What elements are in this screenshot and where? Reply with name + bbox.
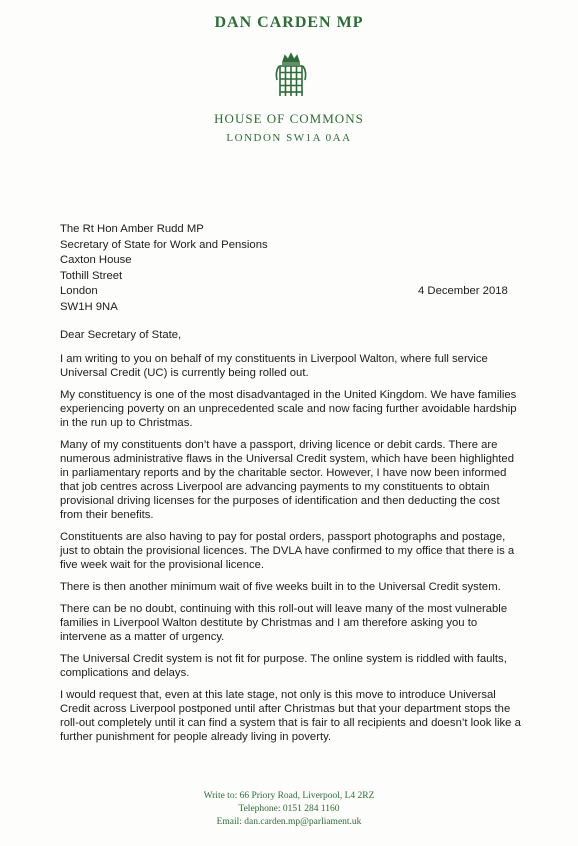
footer-email: Email: dan.carden.mp@parliament.uk	[216, 817, 362, 827]
recipient-line: The Rt Hon Amber Rudd MP	[60, 223, 204, 235]
house-of-commons: HOUSE OF COMMONS	[214, 111, 364, 126]
footer-address: Write to: 66 Priory Road, Liverpool, L4 2RZ	[203, 791, 375, 801]
london-address: LONDON SW1A 0AA	[226, 132, 352, 144]
paragraph: My constituency is one of the most disadvantaged in the United Kingdom. We have families experiencing poverty on an unprecedented scale and now facing further avoidable hardship in the run up to Christmas.	[60, 389, 517, 429]
recipient-line: SW1H 9NA	[60, 300, 118, 313]
paragraph: Constituents are also having to pay for postal orders, passport photographs and postage, just to obtain the provisional licences. The DVLA have confirmed to my office that there is a five week wait for the provisional licence.	[60, 531, 515, 571]
recipient-line: Secretary of State for Work and Pensions	[60, 238, 268, 251]
recipient-line: Caxton House	[60, 254, 132, 267]
letter-body	[60, 328, 522, 752]
footer-telephone: Telephone: 0151 284 1160	[238, 804, 340, 814]
mp-name: DAN CARDEN MP	[214, 14, 364, 31]
paragraph: I would request that, even at this late stage, not only is this move to introduce Universal Credit across Liverpool postponed until after Christmas but that your department stops the roll-out completely until it can find a system that is fair to all recipients and doesn’t look like a further punishment for people already living in poverty.	[60, 689, 521, 743]
recipient-line: London	[60, 285, 98, 298]
paragraph: The Universal Credit system is not fit for purpose. The online system is riddled with faults, complications and delays.	[60, 653, 507, 679]
paragraph: Many of my constituents don’t have a passport, driving licence or debit cards. There are numerous administrative flaws in the Universal Credit system, which have been highlighted in parliamentary reports and by the charitable sector. However, I have now been informed that job centres across Liverpool are advancing payments to my constituents to obtain provisional driving licenses for the purposes of identification and then deducting the cost from their benefits.	[60, 439, 514, 521]
paragraph: There can be no doubt, continuing with this roll-out will leave many of the most vulnerable families in Liverpool Walton destitute by Christmas and I am therefore asking you to intervene as a matter of urgency.	[60, 603, 508, 643]
paragraph: I am writing to you on behalf of my constituents in Liverpool Walton, where full service Universal Credit (UC) is currently being rolled out.	[60, 353, 488, 379]
letter-date: 4 December 2018	[418, 285, 508, 297]
portcullis-icon	[271, 52, 311, 100]
recipient-address	[60, 222, 268, 316]
salutation: Dear Secretary of State,	[60, 329, 182, 341]
paragraph: There is then another minimum wait of five weeks built in to the Universal Credit system.	[60, 581, 501, 593]
footer-contact	[0, 790, 578, 829]
recipient-line: Tothill Street	[60, 269, 123, 282]
